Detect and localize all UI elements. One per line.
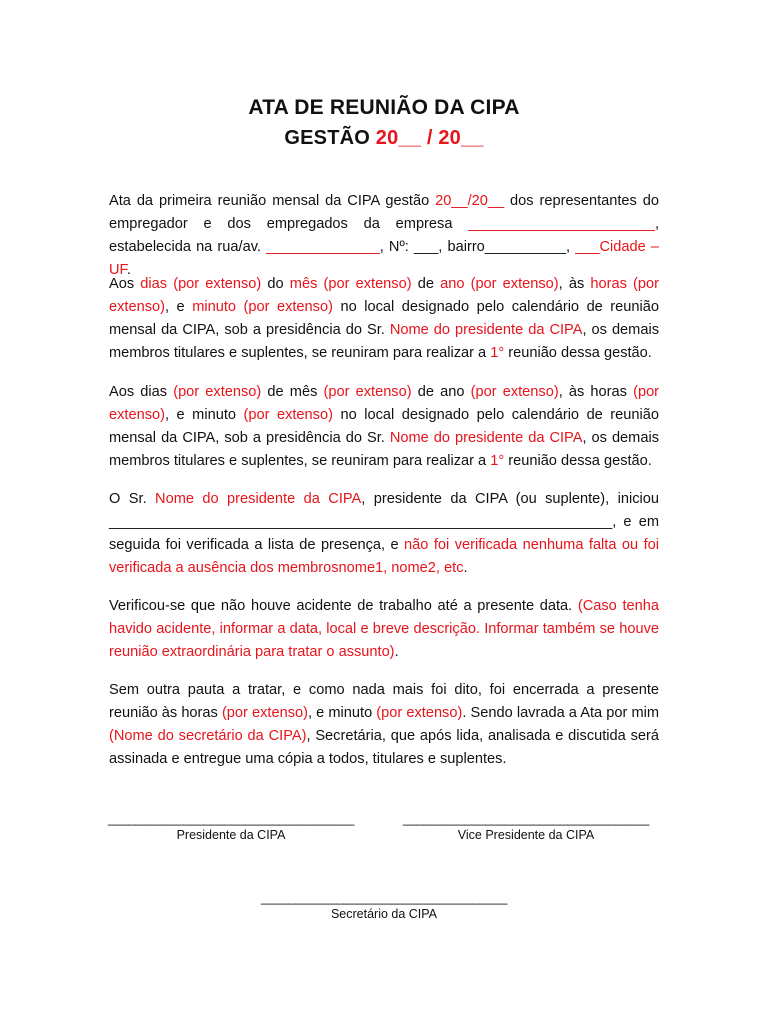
signature-line: ____________________________________ bbox=[261, 890, 507, 905]
text-span: O Sr. bbox=[109, 491, 156, 507]
paragraph-opening bbox=[109, 190, 659, 282]
closing-text bbox=[109, 679, 659, 771]
minutes-placeholder: (por extenso) bbox=[376, 705, 463, 721]
paragraph-attendance bbox=[109, 488, 659, 580]
hours-placeholder: horas (por extenso) bbox=[109, 276, 660, 315]
minutes-placeholder: (por extenso) bbox=[243, 407, 333, 423]
text-span: , às bbox=[558, 276, 591, 292]
text-span: empregador e dos empregados da empresa bbox=[109, 216, 469, 232]
signature-secretary bbox=[259, 891, 509, 921]
text-span: , e bbox=[164, 299, 193, 315]
paragraph-meeting-info-alt bbox=[109, 381, 659, 473]
text-span: do bbox=[261, 276, 290, 292]
attendance-text bbox=[109, 488, 659, 580]
signature-vice-president bbox=[401, 812, 651, 842]
management-years-placeholder: 20__/20__ bbox=[435, 193, 505, 209]
year-placeholder: ano (por extenso) bbox=[440, 276, 559, 292]
text-span: . bbox=[463, 560, 468, 576]
text-span: , e minuto bbox=[164, 407, 244, 423]
signature-line: ____________________________________ bbox=[403, 811, 649, 826]
text-span: , presidente da CIPA (ou suplente), iniciou ______________________________________________________________, e em seguida foi verificada a lista de presença, e bbox=[109, 491, 659, 553]
subtitle-years-placeholder: 20__ / 20__ bbox=[375, 127, 484, 149]
secretary-name-placeholder: (Nome do secretário da CIPA) bbox=[109, 728, 307, 744]
text-span: , e minuto bbox=[307, 705, 377, 721]
opening-line-1 bbox=[109, 190, 659, 213]
text-span: . bbox=[126, 262, 131, 278]
accidents-text bbox=[109, 595, 659, 664]
year-placeholder: (por extenso) bbox=[470, 384, 559, 400]
president-name-placeholder: Nome do presidente da CIPA bbox=[389, 322, 583, 338]
text-span: , Secretária, que após lida, analisada e discutida será assinada e entregue uma cópia a todos, titulares e suplentes. bbox=[109, 728, 659, 767]
meeting-number-placeholder: 1° bbox=[490, 345, 505, 361]
president-name-placeholder: Nome do presidente da CIPA bbox=[389, 430, 583, 446]
text-span: de bbox=[411, 276, 441, 292]
text-span: , os demais membros titulares e suplentes, se reuniram para realizar a bbox=[109, 430, 659, 469]
document-title: ATA DE REUNIÃO DA CIPA bbox=[248, 96, 520, 119]
text-span: de mês bbox=[261, 384, 324, 400]
signature-label-president: Presidente da CIPA bbox=[176, 828, 286, 842]
absence-placeholder: não foi verificada nenhuma falta ou foi verificada a ausência dos membrosnome1, nome2, etc bbox=[109, 537, 660, 576]
text-span: no local designado pelo calendário de reunião mensal da CIPA, sob a presidência do Sr. bbox=[109, 299, 659, 338]
signature-line: ____________________________________ bbox=[108, 811, 354, 826]
meeting-info-text bbox=[109, 273, 659, 365]
text-span: dos representantes do bbox=[504, 193, 659, 209]
text-span: Aos dias bbox=[109, 384, 174, 400]
text-span: , os demais membros titulares e suplentes, se reuniram para realizar a bbox=[109, 322, 659, 361]
president-name-placeholder: Nome do presidente da CIPA bbox=[155, 491, 362, 507]
paragraph-closing bbox=[109, 679, 659, 771]
day-placeholder: (por extenso) bbox=[173, 384, 262, 400]
day-placeholder: dias (por extenso) bbox=[140, 276, 262, 292]
text-span: , bbox=[654, 216, 659, 232]
street-placeholder: ______________ bbox=[266, 239, 380, 255]
signature-label-vice-president: Vice Presidente da CIPA bbox=[457, 828, 595, 842]
text-span: , às horas bbox=[558, 384, 634, 400]
document-subtitle bbox=[0, 127, 768, 150]
subtitle-prefix: GESTÃO bbox=[284, 127, 376, 149]
month-placeholder: (por extenso) bbox=[323, 384, 412, 400]
minutes-placeholder: minuto (por extenso) bbox=[192, 299, 333, 315]
hours-placeholder: (por extenso) bbox=[221, 705, 308, 721]
text-span: Ata da primeira reunião mensal da CIPA gestão bbox=[109, 193, 436, 209]
text-span: . Sendo lavrada a Ata por mim bbox=[462, 705, 659, 721]
text-span: . bbox=[394, 644, 399, 660]
hours-placeholder: (por extenso) bbox=[109, 384, 660, 423]
signature-label-secretary: Secretário da CIPA bbox=[330, 907, 438, 921]
text-span: reunião dessa gestão. bbox=[504, 453, 652, 469]
text-span: Verificou-se que não houve acidente de trabalho até a presente data. bbox=[109, 598, 578, 614]
month-placeholder: mês (por extenso) bbox=[289, 276, 412, 292]
text-span: reunião dessa gestão. bbox=[504, 345, 652, 361]
text-span: Sem outra pauta a tratar, e como nada mais foi dito, foi encerrada a presente reunião às horas bbox=[109, 682, 659, 721]
company-name-placeholder: _______________________ bbox=[468, 216, 655, 232]
signature-president bbox=[106, 812, 356, 842]
text-span: Aos bbox=[109, 276, 141, 292]
accident-info-placeholder: (Caso tenha havido acidente, informar a data, local e breve descrição. Informar também se houve reunião extraordinária para tratar o assunto) bbox=[109, 598, 659, 660]
opening-line-2 bbox=[109, 213, 659, 236]
meeting-info-alt-text bbox=[109, 381, 659, 473]
city-state-placeholder: ___Cidade – UF bbox=[109, 239, 659, 278]
text-span: de ano bbox=[411, 384, 471, 400]
paragraph-meeting-info bbox=[109, 273, 659, 365]
paragraph-accidents bbox=[109, 595, 659, 664]
meeting-number-placeholder: 1° bbox=[490, 453, 505, 469]
text-span: no local designado pelo calendário de reunião mensal da CIPA, sob a presidência do Sr. bbox=[109, 407, 659, 446]
text-span: estabelecida na rua/av. bbox=[109, 239, 267, 255]
text-span: , Nº: ___, bairro__________, bbox=[379, 239, 576, 255]
